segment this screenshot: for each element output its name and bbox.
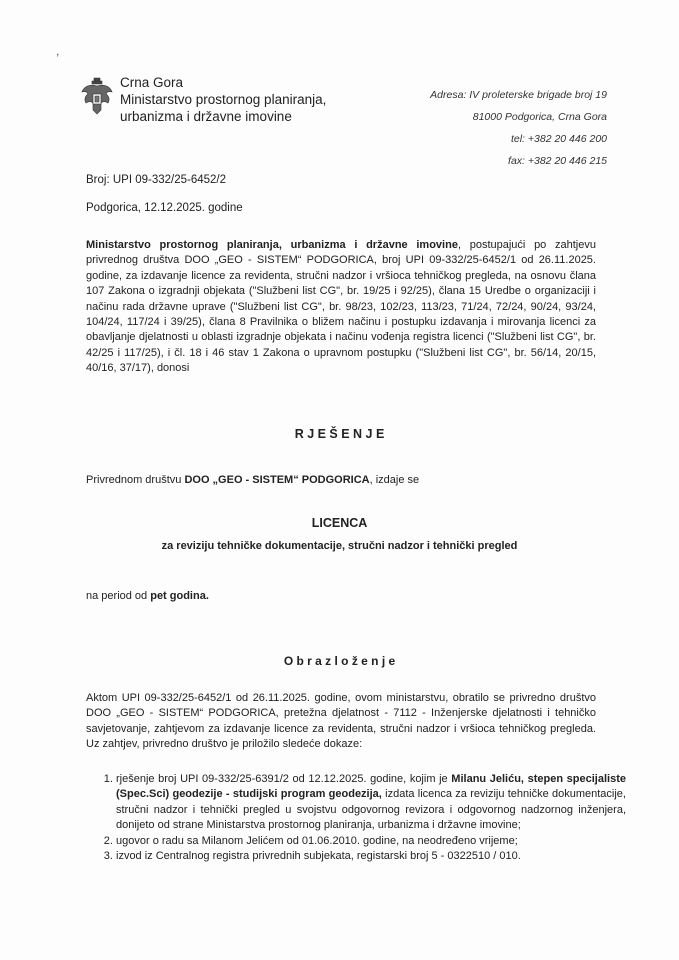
- ministry-name-line2: urbanizma i državne imovine: [120, 109, 292, 124]
- list-item: 1. rješenje broj UPI 09-332/25-6391/2 od 12.12.2025. godine, kojim je Milanu Jeliću, stepen specijaliste (Spec.Sci) geodezije - studijski program geodezija, izdata licenca za reviziju tehničke dokumentacije, stručni nadzor i tehnički pregled u svojstvu odgovornog revizora i odgovornog nadzornog inženjera, donijeto od strane Ministarstva prostornog planiranja, urbanizma i državne imovine;: [116, 772, 626, 834]
- address-line2: 81000 Podgorica, Crna Gora: [472, 111, 607, 123]
- intro-body: , postupajući po zahtjevu privrednog društva DOO „GEO - SISTEM“ PODGORICA, broj UPI 09-332/25-6452/1 od 26.11.2025. godine, za izdavanje licence za revidenta, stručni nadzor i vršioca tehničkog pregleda, na osnovu člana 107 Zakona o izgradnji objekata ("Službeni list CG", br. 19/25 i 92/25), člana 15 Uredbe o organizaciji i načinu rada državne uprave ("Službeni list CG", br. 98/23, 102/23, 113/23, 71/24, 72/24, 90/24, 93/24, 104/24, 117/24 i 39/25), člana 8 Pravilnika o bližem načinu i postupku izdavanja i mirovanja licenci za obavljanje djelatnosti u oblasti izgradnje objekata i načinu vođenja registra licenci ("Službeni list CG", br. 42/25 i 117/25), i čl. 18 i 46 stav 1 Zakona o upravnom postupku ("Službeni list CG", br. 56/14, 20/15, 40/16, 37/17), donosi: [86, 239, 596, 375]
- list-item: 3. izvod iz Centralnog registra privrednih subjekata, registarski broj 5 - 0322510 / 010.: [116, 849, 626, 864]
- corner-mark: ,: [56, 44, 60, 58]
- period-value: pet godina.: [150, 590, 209, 602]
- evidence-list: [88, 772, 626, 864]
- address-line1: Adresa: IV proleterske brigade broj 19: [430, 89, 607, 101]
- period-line: [86, 590, 209, 602]
- decision-line: [86, 474, 419, 486]
- decision-suffix: , izdaje se: [369, 474, 420, 486]
- contact-block: [430, 84, 607, 172]
- explanation-paragraph: Aktom UPI 09-332/25-6452/1 od 26.11.2025. godine, ovom ministarstvu, obratilo se privredno društvo DOO „GEO - SISTEM“ PODGORICA, pretežna djelatnost - 7112 - Inženjerske djelatnosti i tehničko savjetovanje, zahtjevom za izdavanje licence za revidenta, stručni nadzor i vršioca tehničkog pregleda. Uz zahtjev, privredno društvo je priložilo sledeće dokaze:: [86, 692, 596, 751]
- intro-lead: Ministarstvo prostornog planiranja, urbanizma i državne imovine: [86, 239, 458, 251]
- place-date: Podgorica, 12.12.2025. godine: [86, 202, 243, 214]
- license-title: LICENCA: [311, 516, 368, 530]
- explanation-title: O b r a z l o ž e n j e: [283, 654, 396, 668]
- decision-prefix: Privrednom društvu: [86, 474, 185, 486]
- institution-block: [120, 74, 326, 125]
- period-prefix: na period od: [86, 590, 151, 602]
- decision-company: DOO „GEO - SISTEM“ PODGORICA: [184, 474, 370, 486]
- coat-of-arms-icon: [80, 76, 114, 116]
- list-item: 2. ugovor o radu sa Milanom Jelićem od 01.06.2010. godine, na neodređeno vrijeme;: [116, 834, 626, 849]
- fax: fax: +382 20 446 215: [508, 155, 607, 167]
- intro-paragraph: [86, 238, 596, 377]
- document-number: Broj: UPI 09-332/25-6452/2: [86, 174, 227, 186]
- phone: tel: +382 20 446 200: [510, 133, 607, 145]
- ministry-name-line1: Ministarstvo prostornog planiranja,: [120, 92, 327, 107]
- decision-title: R J E Š E N J E: [294, 427, 385, 441]
- license-subtitle: za reviziju tehničke dokumentacije, stručni nadzor i tehnički pregled: [161, 540, 518, 552]
- country-name: Crna Gora: [120, 75, 184, 90]
